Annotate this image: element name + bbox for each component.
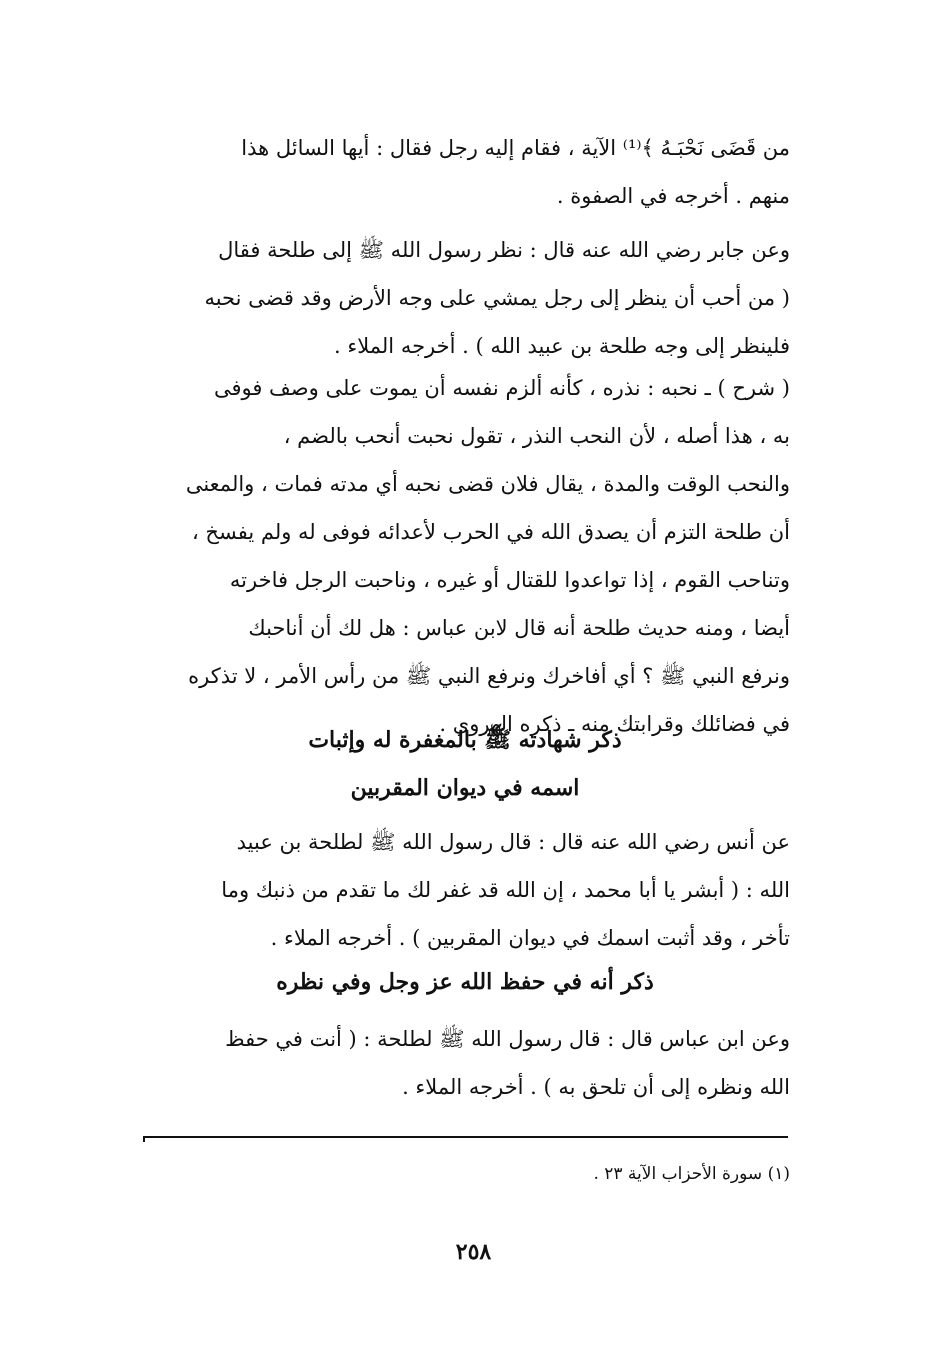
paragraph-anas-hadith xyxy=(140,818,790,962)
text-line: وتناحب القوم ، إذا تواعدوا للقتال أو غيره ، وناحبت الرجل فاخرته xyxy=(229,568,790,592)
text-line: منهم . أخرجه في الصفوة . xyxy=(556,184,790,208)
section-heading-protection xyxy=(140,958,790,1006)
heading-line: ذكر شهادته ﷺ بالمغفرة له وإثبات xyxy=(308,727,622,753)
text-line: من قَضَى نَحْبَـهُ ﴾⁽¹⁾ الآية ، فقام إليه رجل فقال : أيها السائل هذا xyxy=(241,136,790,160)
text-line: الله ونظره إلى أن تلحق به ) . أخرجه الملاء . xyxy=(402,1075,790,1099)
paragraph-jabir-hadith xyxy=(140,226,790,370)
paragraph-ibn-abbas-hadith xyxy=(140,1015,790,1111)
section-heading-forgiveness xyxy=(140,716,790,812)
footnote: (١) سورة الأحزاب الآية ٢٣ . xyxy=(593,1164,790,1184)
text-line: أيضا ، ومنه حديث طلحة أنه قال لابن عباس : هل لك أن أناحبك xyxy=(248,616,790,640)
paragraph-quran-verse-continuation xyxy=(140,124,790,220)
heading-line: اسمه في ديوان المقربين xyxy=(350,775,580,801)
footnote-divider-tick xyxy=(143,1136,145,1142)
text-line: والنحب الوقت والمدة ، يقال فلان قضى نحبه أي مدته فمات ، والمعنى xyxy=(185,472,790,496)
text-line: وعن جابر رضي الله عنه قال : نظر رسول الله ﷺ إلى طلحة فقال xyxy=(218,238,790,262)
text-line: الله : ( أبشر يا أبا محمد ، إن الله قد غفر لك ما تقدم من ذنبك وما xyxy=(221,878,790,902)
heading-line: ذكر أنه في حفظ الله عز وجل وفي نظره xyxy=(276,969,654,995)
text-line: به ، هذا أصله ، لأن النحب النذر ، تقول نحبت أنحب بالضم ، xyxy=(283,424,790,448)
text-line: في فضائلك وقرابتك منه ـ ذكره الهروي . xyxy=(439,712,790,736)
text-line: فلينظر إلى وجه طلحة بن عبيد الله ) . أخرجه الملاء . xyxy=(334,334,790,358)
paragraph-explanation xyxy=(140,364,790,748)
page-number: ٢٥٨ xyxy=(455,1239,492,1265)
text-line: تأخر ، وقد أثبت اسمك في ديوان المقربين ) . أخرجه الملاء . xyxy=(270,926,790,950)
text-line: ونرفع النبي ﷺ ؟ أي أفاخرك ونرفع النبي ﷺ من رأس الأمر ، لا تذكره xyxy=(188,664,790,688)
footnote-divider xyxy=(143,1136,788,1138)
text-line: أن طلحة التزم أن يصدق الله في الحرب لأعدائه فوفى له ولم يفسخ ، xyxy=(191,520,790,544)
text-line: وعن ابن عباس قال : قال رسول الله ﷺ لطلحة : ( أنت في حفظ xyxy=(225,1027,790,1051)
text-line: ( شرح ) ـ نحبه : نذره ، كأنه ألزم نفسه أن يموت على وصف فوفى xyxy=(213,376,790,400)
text-line: عن أنس رضي الله عنه قال : قال رسول الله ﷺ لطلحة بن عبيد xyxy=(236,830,790,854)
text-line: ( من أحب أن ينظر إلى رجل يمشي على وجه الأرض وقد قضى نحبه xyxy=(204,286,790,310)
